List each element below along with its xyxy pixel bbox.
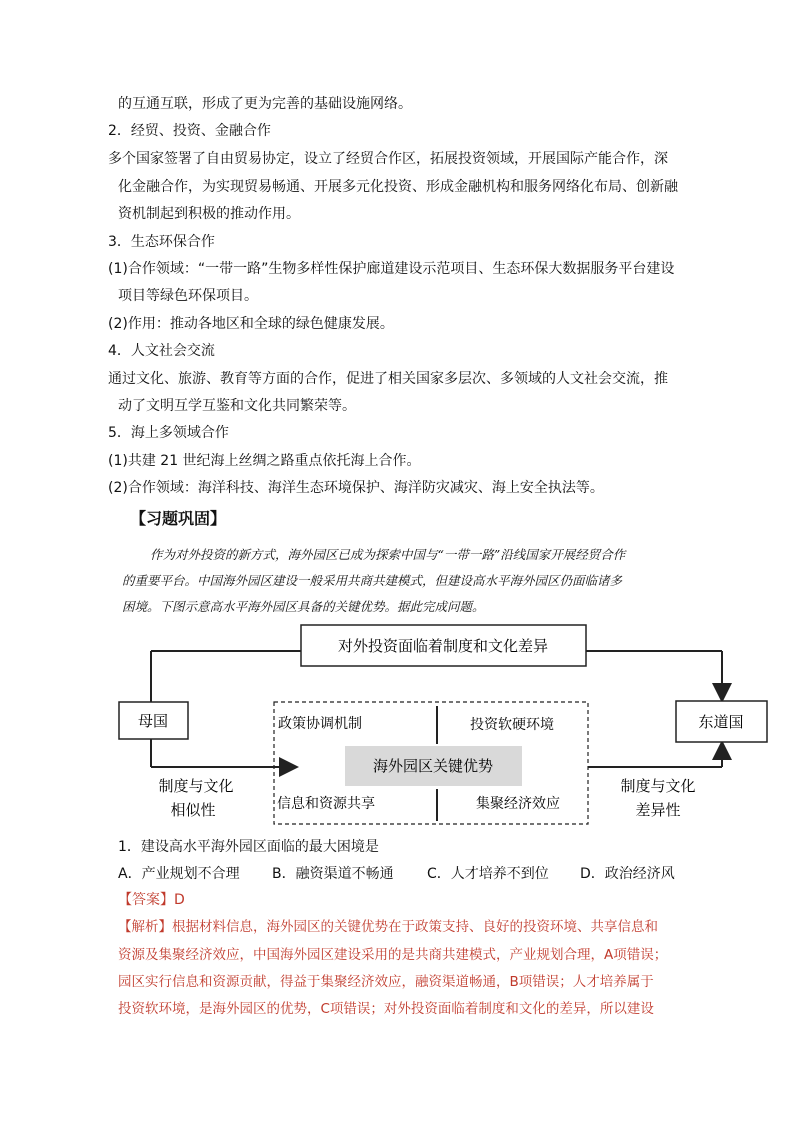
text-line: 化金融合作，为实现贸易畅通、开展多元化投资、形成金融机构和服务网络化布局、创新融 [118, 179, 678, 195]
text-line: 通过文化、旅游、教育等方面的合作，促进了相关国家多层次、多领域的人文社会交流，推 [108, 371, 668, 387]
text-line: 动了文明互学互鉴和文化共同繁荣等。 [118, 398, 356, 414]
text-line: 的互通互联，形成了更为完善的基础设施网络。 [118, 96, 412, 112]
option-d: D．政治经济风 [580, 866, 675, 882]
heading-trade: 2．经贸、投资、金融合作 [108, 123, 271, 139]
home-country-label: 母国 [137, 712, 169, 730]
text-line: (1)合作领域：“一带一路”生物多样性保护廊道建设示范项目、生态环保大数据服务平台建设 [108, 261, 675, 277]
question-stem: 1．建设高水平海外园区面临的最大困境是 [118, 839, 379, 855]
key-advantage-label: 海外园区关键优势 [372, 757, 494, 775]
heading-ecology: 3．生态环保合作 [108, 234, 215, 250]
difference-label-line1: 制度与文化 [620, 777, 696, 795]
investment-environment-label: 投资软硬环境 [470, 717, 554, 733]
option-b: B．融资渠道不畅通 [272, 866, 394, 882]
similarity-label-line2: 相似性 [170, 801, 216, 819]
difference-label-line2: 差异性 [635, 801, 681, 819]
host-country-label: 东道国 [698, 713, 744, 731]
section-title: 【习题巩固】 [130, 509, 227, 528]
intro-line: 作为对外投资的新方式，海外园区已成为探索中国与“一带一路”沿线国家开展经贸合作 [150, 547, 626, 562]
text-line: (2)合作领域：海洋科技、海洋生态环境保护、海洋防灾减灾、海上安全执法等。 [108, 480, 604, 496]
heading-culture: 4．人文社会交流 [108, 343, 215, 359]
analysis-line: 【解析】根据材料信息，海外园区的关键优势在于政策支持、良好的投资环境、共享信息和 [118, 919, 658, 935]
option-a: A．产业规划不合理 [118, 866, 240, 882]
policy-coordination-label: 政策协调机制 [278, 716, 362, 732]
similarity-label-line1: 制度与文化 [158, 777, 234, 795]
text-line: (1)共建 21 世纪海上丝绸之路重点依托海上合作。 [108, 453, 421, 469]
text-line: 项目等绿色环保项目。 [118, 288, 258, 304]
agglomeration-label: 集聚经济效应 [476, 796, 560, 812]
intro-line: 的重要平台。中国海外园区建设一般采用共商共建模式，但建设高水平海外园区仍面临诸多 [122, 573, 623, 588]
analysis-line: 资源及集聚经济效应，中国海外园区建设采用的是共商共建模式，产业规划合理，A项错误； [118, 947, 668, 963]
analysis-line: 园区实行信息和资源贡献，得益于集聚经济效应，融资渠道畅通，B项错误；人才培养属于 [118, 974, 654, 990]
analysis-line: 投资软环境，是海外园区的优势，C项错误；对外投资面临着制度和文化的差异，所以建设 [118, 1001, 654, 1017]
text-line: (2)作用：推动各地区和全球的绿色健康发展。 [108, 316, 394, 332]
top-box-label: 对外投资面临着制度和文化差异 [337, 637, 549, 655]
text-line: 多个国家签署了自由贸易协定，设立了经贸合作区，拓展投资领域，开展国际产能合作，深 [108, 151, 668, 167]
text-line: 资机制起到积极的推动作用。 [118, 206, 300, 222]
option-c: C．人才培养不到位 [427, 866, 549, 882]
info-sharing-label: 信息和资源共享 [277, 796, 375, 812]
answer: 【答案】D [118, 892, 185, 908]
intro-line: 困境。下图示意高水平海外园区具备的关键优势。据此完成问题。 [122, 599, 485, 614]
heading-maritime: 5．海上多领域合作 [108, 425, 229, 441]
